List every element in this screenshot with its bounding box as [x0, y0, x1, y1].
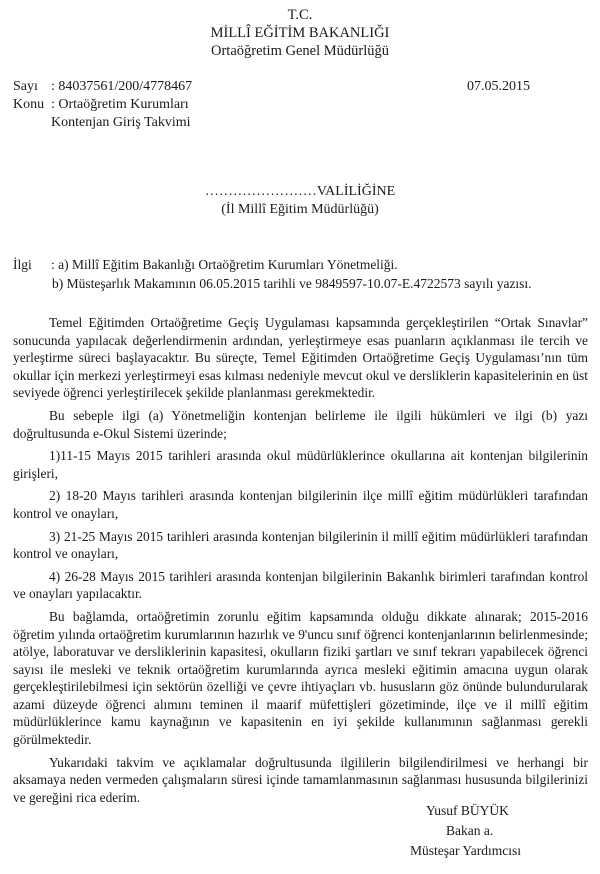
konu-value-1: : Ortaöğretim Kurumları [51, 97, 189, 112]
addressee-line-2: (İl Millî Eğitim Müdürlüğü) [221, 202, 379, 217]
signature-title-1: Bakan a. [446, 823, 494, 838]
konu-value-2: Kontenjan Giriş Takvimi [51, 115, 191, 130]
header-ministry: MİLLÎ EĞİTİM BAKANLIĞI [210, 25, 390, 41]
sayi-label: Sayı [13, 79, 38, 94]
body-paragraph: Temel Eğitimden Ortaöğretime Geçiş Uygulaması kapsamında gerçekleştirilen “Ortak Sınavlar” sonucunda yapılacak değerlendirmenin ardından, yerleştirmeye esas puanların açıklanması ile tercih ve yerleştirme süreci başlayacaktır. Bu süreçte, Temel Eğitimden Ortaöğretime Geçiş Uygulaması’nın tüm okullar için merkezi yerleştirmeyi esas kılması nedeniyle mevcut okul ve dersliklerin kapasitelerinin en üst seviyede öğrenci yerleştirilecek şekilde planlanması gerekmektedir. [13, 315, 588, 401]
body-paragraph: Bu bağlamda, ortaöğretimin zorunlu eğitim kapsamında olduğu dikkate alınarak; 2015-2016 öğretim yılında ortaöğretim kurumlarının hazırlık ve 9'uncu sınıf öğrenci kontenjanlarının belirlenmesinde; atölye, laboratuvar ve dersliklerinin kapasitesi, okulların fiziki şartları ve sınıf tekrarı yapabilecek öğrenci sayısı ile mesleki ve teknik ortaöğretim kurumlarında ayrıca mesleki eğitimin amacına uygun olarak gerçekleştirilebilmesi için sektörün özelliği ve çevre ihtiyaçları vb. hususların göz önünde bulundurularak azami düzeyde öğrenci alımını teminen il maarif müfettişleri gözetiminde, ilçe ve il millî eğitim müdürlüklerince kamu kaynağının ve kapasitenin en iyi şekilde kullanımının sağlanması gerekli görülmektedir. [13, 608, 588, 748]
ilgi-b: b) Müsteşarlık Makamının 06.05.2015 tarihli ve 9849597-10.07-E.4722573 sayılı yazısı. [52, 276, 532, 291]
signature-title-2: Müsteşar Yardımcısı [410, 843, 521, 858]
ilgi-row-a [13, 256, 398, 274]
body-paragraph: 3) 21-25 Mayıs 2015 tarihleri arasında kontenjan bilgilerinin il millî eğitim müdürlükleri tarafından kontrol ve onayları, [13, 528, 588, 562]
addressee-line-1: ……………………VALİLİĞİNE [204, 184, 396, 199]
signature-name: Yusuf BÜYÜK [426, 803, 509, 818]
body-paragraph: Bu sebeple ilgi (a) Yönetmeliğin kontenjan belirleme ile ilgili hükümleri ve ilgi (b) yazı doğrultusunda e-Okul Sistemi üzerinde; [13, 407, 588, 441]
body-paragraph: Yukarıdaki takvim ve açıklamalar doğrultusunda ilgililerin bilgilendirilmesi ve herhangi bir aksamaya neden vermeden çalışmaların süresi içinde tamamlanmasının sağlanması hususunda bilgilerinizi ve gereğini rica ederim. [13, 754, 588, 805]
sayi-row [13, 78, 192, 96]
body-paragraph: 2) 18-20 Mayıs tarihleri arasında kontenjan bilgilerinin ilçe millî eğitim müdürlükleri tarafından kontrol ve onayları, [13, 488, 588, 521]
body-paragraph: 1)11-15 Mayıs 2015 tarihleri arasında okul müdürlüklerince okullarına ait kontenjan bilgilerinin girişleri, [13, 448, 588, 481]
header-directorate: Ortaöğretim Genel Müdürlüğü [211, 43, 389, 59]
konu-row [13, 96, 189, 114]
body-text [13, 314, 588, 811]
sayi-value: : 84037561/200/4778467 [51, 79, 193, 94]
ilgi-a: : a) Millî Eğitim Bakanlığı Ortaöğretim Kurumları Yönetmeliği. [51, 257, 398, 272]
konu-label: Konu [13, 97, 45, 112]
ilgi-label: İlgi [13, 257, 32, 272]
body-paragraph: 4) 26-28 Mayıs 2015 tarihleri arasında kontenjan bilgilerinin Bakanlık birimleri tarafından kontrol ve onayları yapılacaktır. [13, 568, 588, 602]
document-date: 07.05.2015 [467, 79, 530, 94]
header-tc: T.C. [287, 7, 313, 23]
